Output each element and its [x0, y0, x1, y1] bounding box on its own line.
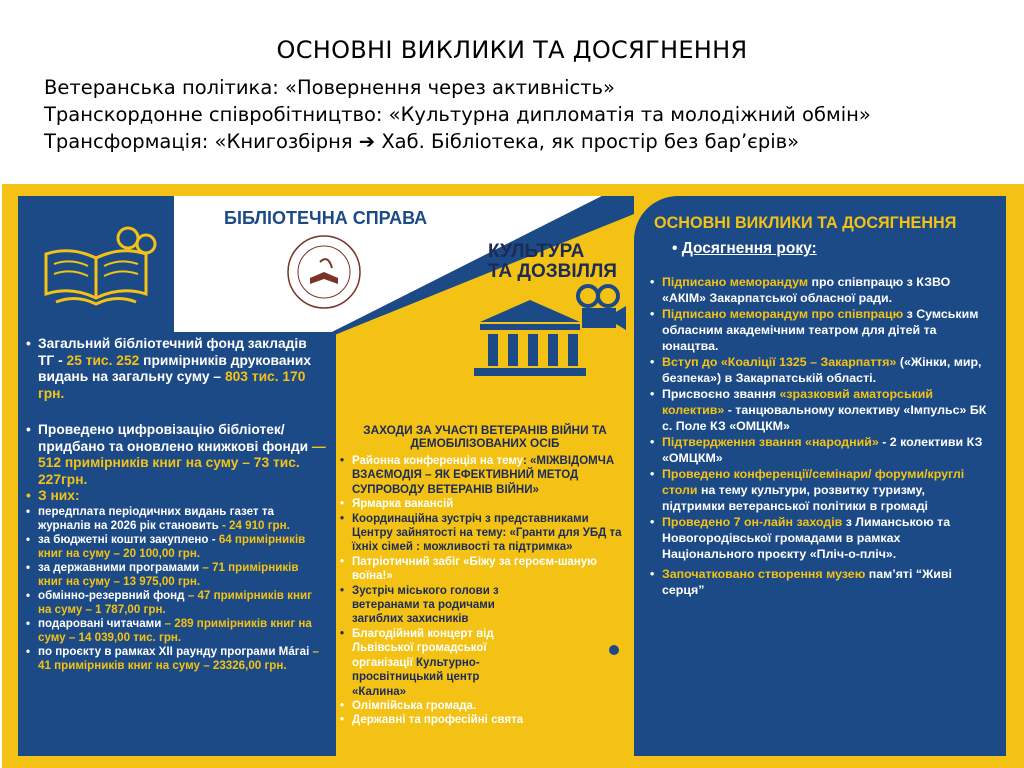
culture-event6-b: Культурно-просвітницький центр «Калина» [352, 656, 480, 698]
library-seal-icon [284, 232, 364, 312]
culture-event-item: • Олімпійська громада. [340, 699, 630, 713]
subtitle-transformation [44, 128, 1019, 155]
culture-event1-a: Районна конференція на тему [352, 455, 523, 467]
culture-event-item [340, 627, 532, 699]
achievement7-a: Проведено 7 он-лайн заходів [662, 515, 843, 529]
slide-subtitles [44, 74, 1019, 155]
culture-event-item: • Координаційна зустріч з представниками Центру зайнятості на тему: «Гранти для УБД та їхніх сімей : можливості та підтримка» [340, 512, 630, 555]
library-sub6-c: 23326,00 грн. [212, 658, 287, 672]
achievement4-b: «зразковий аматорський колектив» [662, 387, 933, 417]
subtitle-veteran-policy: Ветеранська політика: «Повернення через активність» [44, 76, 615, 99]
library-sub6-a: по проєкту в рамках ХІІ раунду програми Мáгаі [38, 644, 313, 658]
achievement6-a: Проведено конференції/семінари/ форуми/круглі столи [662, 467, 965, 497]
library-title: БІБЛІОТЕЧНА СПРАВА [224, 208, 428, 228]
culture-title-line2: ТА ДОЗВІЛЛЯ [488, 261, 617, 282]
achievements-subtitle [672, 240, 817, 258]
library-sub1-b: - 24 910 грн. [218, 518, 290, 532]
achievement-item [650, 466, 990, 514]
library-fund-item [26, 336, 326, 402]
achievement-item [650, 354, 990, 386]
library-sub4-a: обмінно-резервний фонд [38, 588, 188, 602]
library-sub-item [26, 533, 326, 561]
library-sub4-b: – 47 примірників книг на суму – 1 787,00 грн. [38, 588, 312, 616]
library-fund-b: 25 тис. 252 [66, 352, 140, 368]
library-text [26, 336, 326, 673]
library-of-them: • З них: [26, 488, 326, 505]
achievement4-a: Присвоєно звання [662, 387, 780, 401]
library-sub-item [26, 589, 326, 617]
achievement5-b: - 2 колективи КЗ «ОМЦКМ» [662, 435, 983, 465]
achievement7-b: з Лиманською та Новогородівської громадами в рамках Національного проєкту «Пліч-о-пліч». [662, 515, 951, 561]
arrow-right-icon: ➔ [358, 130, 376, 153]
achievement-item [650, 274, 990, 306]
achievement-item [650, 514, 990, 562]
library-digital-item [26, 422, 326, 488]
achievement5-a: Підтвердження звання «народний» [662, 435, 879, 449]
culture-events [340, 424, 630, 728]
subtitle-transformation-a: Трансформація: «Книгозбірня [44, 130, 359, 153]
culture-event-item: • Зустріч міського голови з ветеранами та родичами загиблих захисників [340, 584, 522, 627]
culture-events-title: ЗАХОДИ ЗА УЧАСТІ ВЕТЕРАНІВ ВІЙНИ ТА ДЕМОБІЛІЗОВАНИХ ОСІБ [363, 423, 607, 450]
culture-title-line1: КУЛЬТУРА [488, 241, 585, 262]
culture-title [488, 242, 617, 282]
culture-event-item [340, 454, 630, 497]
achievements-title: ОСНОВНІ ВИКЛИКИ ТА ДОСЯГНЕННЯ [654, 214, 957, 232]
theater-building-film-camera-icon [470, 282, 630, 378]
library-sub6-b: – 41 примірників книг на суму – [38, 644, 319, 672]
achievement-item [650, 386, 990, 434]
library-fund-d: 803 тис. 170 грн. [38, 369, 306, 401]
library-sub2-b: 64 примірників книг на суму – 20 100,00 грн. [38, 532, 306, 560]
library-sub3-b: – 71 примірників книг на суму – 13 975,00 грн. [38, 560, 299, 588]
achievement1-b: про співпрацю з КЗВО «АКІМ» Закарпатської обласної ради. [662, 275, 951, 305]
culture-event-item: • Ярмарка вакансій [340, 497, 630, 511]
subtitle-transformation-b: Хаб. Бібліотека, як простір без бар’єрів» [375, 130, 800, 153]
slide-title: ОСНОВНІ ВИКЛИКИ ТА ДОСЯГНЕННЯ [276, 36, 748, 64]
achievement3-a: Вступ до «Коаліції 1325 – Закарпаття» [662, 355, 897, 369]
library-sub5-b: – 289 примірників книг на суму – 14 039,00 тис. грн. [38, 616, 312, 644]
subtitle-cross-border: Транскордонне співробітництво: «Культурна дипломатія та молодіжний обмін» [44, 103, 871, 126]
library-fund-a: Загальний бібліотечний фонд закладів ТГ - [38, 336, 307, 368]
library-sub5-a: подаровані читачами [38, 616, 165, 630]
library-fund-c: примірників друкованих видань на загальну суму – [38, 352, 311, 384]
library-sub-item [26, 561, 326, 589]
library-digital-a: Проведено цифровізацію бібліотек/ придбано та оновлено книжкові фонди [38, 422, 312, 454]
achievements-subtitle-text: Досягнення року: [681, 240, 817, 257]
library-digital-b: —512 примірників книг на суму – 73 тис. 227грн. [38, 438, 326, 487]
library-sub-item [26, 505, 326, 533]
library-sub1-a: передплата періодичних видань газет та журналів на 2026 рік становить [38, 504, 274, 532]
achievement-item [650, 566, 990, 598]
achievement2-b: з Сумським обласним академічним театром для дітей та юнацтва. [662, 307, 979, 353]
bullet-dot-icon: • [672, 240, 682, 257]
open-book-theater-masks-icon [36, 224, 166, 314]
library-sub2-a: за бюджетні кошти закуплено - [38, 532, 219, 546]
culture-event-item: • Державні та професійні свята [340, 713, 630, 727]
achievement4-c: - танцювальному колективу «Імпульс» БК с. Поле КЗ «ОМЦКМ» [662, 403, 987, 433]
achievement6-b: на тему культури, розвитку туризму, підтримки ветеранської політики в громаді [662, 483, 928, 513]
library-sub-item [26, 617, 326, 645]
infographic-poster [2, 184, 1024, 768]
achievement8-a: Започатковано створення музею [662, 567, 866, 581]
achievement1-a: Підписано меморандум [662, 275, 809, 289]
culture-event1-b: : «МІЖВІДОМЧА ВЗАЄМОДІЯ – ЯК ЕФЕКТИВНИЙ МЕТОД СУПРОВОДУ ВЕТЕРАНІВ ВІЙНИ» [352, 455, 615, 496]
achievement-item [650, 434, 990, 466]
museum-building-film-reel-icon [530, 582, 630, 682]
achievement8-b: пам’яті “Живі серця” [662, 567, 952, 597]
library-sub3-a: за державними програмами [38, 560, 203, 574]
achievement2-a: Підписано меморандум про співпрацю [662, 307, 904, 321]
achievement3-b: («Жінки, мир, безпека») в Закарпатській області. [662, 355, 982, 385]
achievement-item [650, 306, 990, 354]
library-sub-item [26, 645, 326, 673]
achievements-list [650, 274, 990, 598]
culture-event-item: • Патріотичний забіг «Біжу за героєм-шаную воїна!» [340, 555, 630, 584]
culture-event6-a: Благодійний концерт від Львівської громадської організації [352, 627, 494, 669]
